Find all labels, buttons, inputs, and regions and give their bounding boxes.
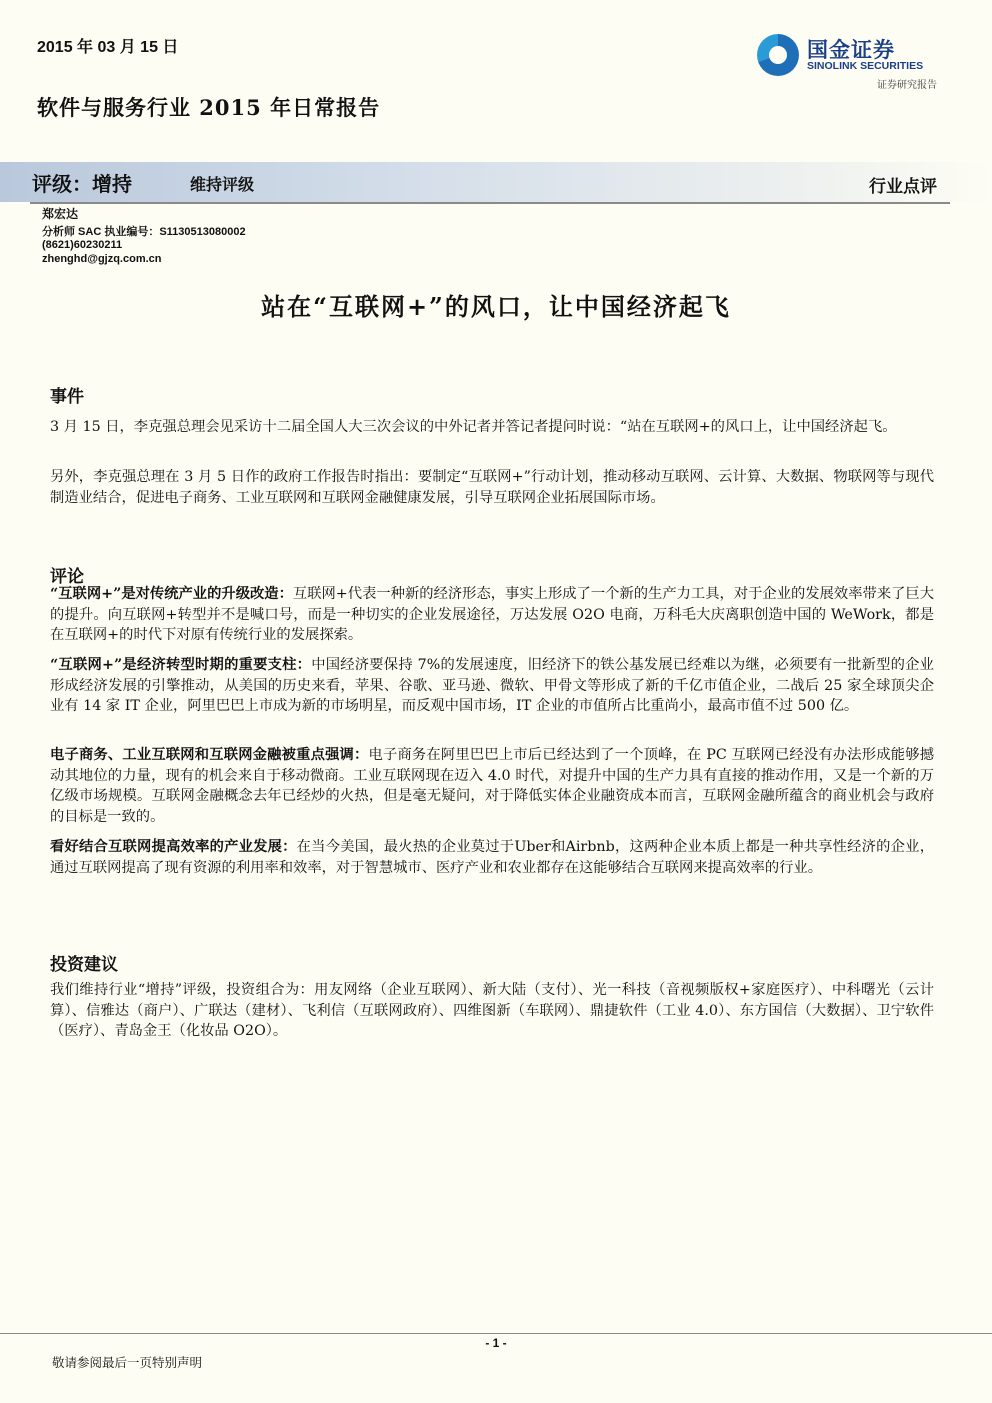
section-heading-investment: 投资建议 <box>50 955 118 975</box>
header-divider <box>30 202 950 204</box>
comment-1-lead: “互联网+”是对传统产业的升级改造： <box>50 586 293 602</box>
comment-paragraph-4 <box>50 837 934 878</box>
analyst-phone: (8621)60230211 <box>42 239 123 251</box>
section-heading-comment: 评论 <box>50 567 84 587</box>
rating-band <box>0 162 992 202</box>
logo-english-name: SINOLINK SECURITIES <box>807 60 924 72</box>
analyst-info <box>42 208 246 266</box>
logo-subtitle: 证券研究报告 <box>877 80 937 91</box>
footer-divider <box>0 1333 992 1334</box>
comment-paragraph-2 <box>50 655 934 717</box>
investment-paragraph: 我们维持行业“增持”评级，投资组合为：用友网络（企业互联网）、新大陆（支付）、光一科技（音视频版权+家庭医疗）、中科曙光（云计算）、信雅达（商户）、广联达（建材）、飞利信（互联网政府）、四维图新（车联网）、鼎捷软件（工业 4.0）、东方国信（大数据）、卫宁软件（医疗）、青岛金王（化妆品 O2O）。 <box>50 982 934 1039</box>
comment-3-lead: 电子商务、工业互联网和互联网金融被重点强调： <box>50 747 369 763</box>
analyst-name: 郑宏达 <box>42 207 79 221</box>
comment-3-body: 电子商务在阿里巴巴上市后已经达到了一个顶峰，在 PC 互联网已经没有办法形成能够撼动其地位的力量，现有的机会来自于移动微商。工业互联网现在迈入 4.0 时代，对提升中国的生产力具有直接的推动作用，又是一个新的万亿级市场规模。互联网金融概念去年已经炒的火热，但是毫无疑问，对于降低实体企业融资成本而言，互联网金融所蕴含的商业机会与政府的目标是一致的。 <box>50 747 934 825</box>
comment-1-body: 互联网+代表一种新的经济形态，事实上形成了一个新的生产力工具，对于企业的发展效率带来了巨大的提升。向互联网+转型并不是喊口号，而是一种切实的企业发展途径，万达发展 O2O 电商，万科毛大庆离职创造中国的 WeWork，都是在互联网+的时代下对原有传统行业的发展探索。 <box>50 586 934 643</box>
rating-maintain: 维持评级 <box>190 175 255 194</box>
footer-disclaimer: 敬请参阅最后一页特别声明 <box>52 1355 203 1370</box>
logo-chinese-name: 国金证券 <box>807 38 895 62</box>
report-date: 2015 年 03 月 15 日 <box>37 39 179 56</box>
page-title: 站在“互联网+”的风口，让中国经济起飞 <box>261 292 731 321</box>
analyst-sac: 分析师 SAC 执业编号：S1130513080002 <box>42 225 246 238</box>
page-number: - 1 - <box>485 1336 507 1350</box>
section-heading-event: 事件 <box>50 387 84 407</box>
report-type: 行业点评 <box>869 177 937 197</box>
company-logo <box>757 30 947 92</box>
comment-2-body: 中国经济要保持 7%的发展速度，旧经济下的铁公基发展已经难以为继，必须要有一批新型的企业形成经济发展的引擎推动，从美国的历史来看，苹果、谷歌、亚马逊、微软、甲骨文等形成了新的千亿市值企业，二战后 25 家全球顶尖企业有 14 家 IT 企业，阿里巴巴上市成为新的市场明星，而反观中国市场，IT 企业的市值所占比重尚小，最高市值不过 500 亿。 <box>50 657 934 714</box>
comment-4-lead: 看好结合互联网提高效率的产业发展： <box>50 839 297 855</box>
logo-mark-icon <box>757 34 799 76</box>
event-paragraph-2: 另外，李克强总理在 3 月 5 日作的政府工作报告时指出：要制定“互联网+”行动计划，推动移动互联网、云计算、大数据、物联网等与现代制造业结合，促进电子商务、工业互联网和互联网金融健康发展，引导互联网企业拓展国际市场。 <box>50 469 934 506</box>
comment-4-body: 在当今美国，最火热的企业莫过于Uber和Airbnb，这两种企业本质上都是一种共享性经济的企业，通过互联网提高了现有资源的利用率和效率，对于智慧城市、医疗产业和农业都存在这能够结合互联网来提高效率的行业。 <box>50 839 934 876</box>
report-series-title: 软件与服务行业 2015 年日常报告 <box>37 95 381 120</box>
rating-label: 评级：增持 <box>32 172 132 196</box>
comment-paragraph-1 <box>50 584 934 646</box>
event-paragraph-1: 3 月 15 日，李克强总理会见采访十二届全国人大三次会议的中外记者并答记者提问时说：“站在互联网+的风口上，让中国经济起飞。 <box>50 419 897 435</box>
comment-paragraph-3 <box>50 745 934 827</box>
analyst-email: zhenghd@gjzq.com.cn <box>42 252 162 265</box>
comment-2-lead: “互联网+”是经济转型时期的重要支柱： <box>50 657 312 673</box>
